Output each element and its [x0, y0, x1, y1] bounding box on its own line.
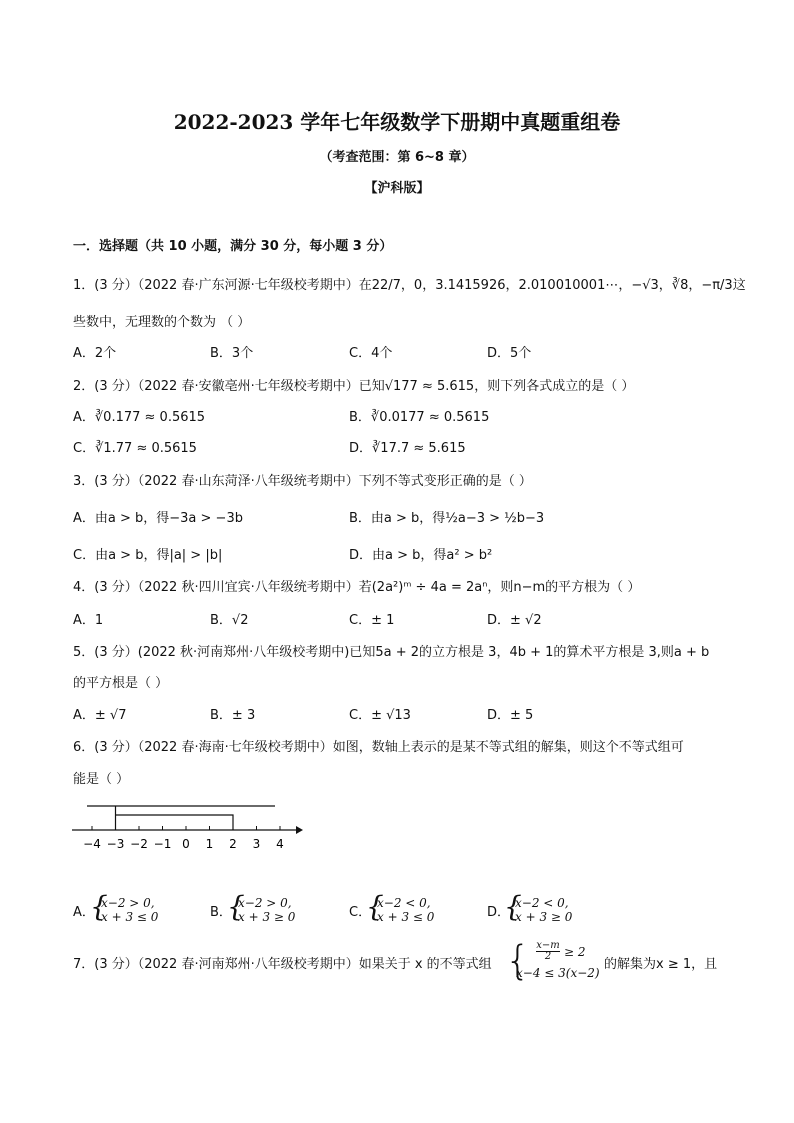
- q3-option-a: A．由a > b，得−3a > −3b: [73, 511, 243, 526]
- question-7-lead: 7．(3 分）（2022 春·河南郑州·八年级校考期中）如果关于 x 的不等式组: [73, 957, 492, 972]
- section-heading: 一．选择题（共 10 小题，满分 30 分，每小题 3 分）: [73, 239, 393, 254]
- question-6-line-2: 能是（ ）: [73, 772, 130, 787]
- question-6-line-1: 6．(3 分）（2022 春·海南·七年级校考期中）如图，数轴上表示的是某不等式组的解集，则这个不等式组可: [73, 740, 684, 755]
- q2-option-c: C．∛1.77 ≈ 0.5615: [73, 441, 197, 456]
- q4-option-b: B．√2: [210, 613, 249, 628]
- q6-option-a-brace: {: [90, 890, 108, 923]
- page-title: 2022-2023 学年七年级数学下册期中真题重组卷: [173, 110, 621, 134]
- question-1-line-2: 些数中，无理数的个数为 （ ）: [73, 315, 251, 330]
- q4-option-a: A．1: [73, 613, 104, 628]
- q6-option-a-label: A．: [73, 905, 95, 920]
- q2-option-b: B．∛0.0177 ≈ 0.5615: [349, 410, 490, 425]
- q4-option-d: D．± √2: [487, 613, 542, 628]
- q5-option-c: C．± √13: [349, 708, 411, 723]
- edition-label: 【沪科版】: [364, 181, 430, 196]
- q7-fraction: x−m 2: [536, 940, 560, 962]
- question-3-stem: 3．(3 分）（2022 春·山东菏泽·八年级统考期中）下列不等式变形正确的是（ ）: [73, 474, 532, 489]
- q7-top-relation: ≥ 2: [564, 945, 586, 959]
- question-2-stem: 2．(3 分）（2022 春·安徽亳州·七年级校考期中）已知√177 ≈ 5.615，则下列各式成立的是（ ）: [73, 379, 635, 394]
- q6-option-b-label: B．: [210, 905, 232, 920]
- q1-option-c: C．4个: [349, 346, 393, 361]
- q2-option-d: D．∛17.7 ≈ 5.615: [349, 441, 466, 456]
- q7-system-brace: {: [505, 938, 531, 984]
- q1-option-b: B．3个: [210, 346, 254, 361]
- axis-tick-label: 0: [182, 837, 190, 851]
- exam-scope: （考查范围：第 6~8 章）: [319, 150, 475, 165]
- question-4-stem: 4．(3 分）（2022 秋·四川宜宾·八年级统考期中）若(2a²)ᵐ ÷ 4a = 2aⁿ，则n−m的平方根为（ ）: [73, 580, 641, 595]
- axis-tick-label: −3: [106, 837, 125, 851]
- q6-option-c-system: x−2 < 0, x + 3 ≤ 0: [377, 896, 435, 924]
- axis-tick-label: 1: [205, 837, 214, 851]
- q6-option-b-brace: {: [227, 890, 245, 923]
- axis-tick-label: 2: [229, 837, 237, 851]
- question-7-tail: 的解集为x ≥ 1，且: [604, 957, 718, 972]
- q6-option-d-label: D．: [487, 905, 511, 920]
- q6-option-b-system: x−2 > 0, x + 3 ≥ 0: [238, 896, 296, 924]
- q6-option-c-brace: {: [366, 890, 384, 923]
- q6-option-a-system: x−2 > 0, x + 3 ≤ 0: [101, 896, 159, 924]
- q5-option-a: A．± √7: [73, 708, 127, 723]
- q3-option-d: D．由a > b，得a² > b²: [349, 548, 493, 563]
- q6-option-d-brace: {: [504, 890, 522, 923]
- q2-option-a: A．∛0.177 ≈ 0.5615: [73, 410, 206, 425]
- question-5-line-2: 的平方根是（ ）: [73, 676, 169, 691]
- q1-option-d: D．5个: [487, 346, 532, 361]
- axis-arrow-icon: [296, 826, 303, 834]
- question-5-line-1: 5．(3 分）(2022 秋·河南郑州·八年级校考期中)已知5a + 2的立方根是 3，4b + 1的算术平方根是 3,则a + b: [73, 645, 710, 660]
- axis-tick-label: −2: [130, 837, 148, 851]
- axis-tick-label: −1: [153, 837, 172, 851]
- q1-option-a: A．2个: [73, 346, 117, 361]
- solution-bracket-lower: [116, 815, 234, 830]
- q5-option-d: D．± 5: [487, 708, 534, 723]
- q4-option-c: C．± 1: [349, 613, 395, 628]
- q5-option-b: B．± 3: [210, 708, 256, 723]
- q6-option-c-label: C．: [349, 905, 372, 920]
- q7-bottom-inequality: x−4 ≤ 3(x−2): [516, 966, 600, 980]
- axis-tick-label: −4: [83, 837, 101, 851]
- axis-tick-label: 3: [252, 837, 261, 851]
- axis-tick-label: 4: [276, 837, 284, 851]
- q3-option-c: C．由a > b，得|a| > |b|: [73, 548, 223, 563]
- q3-option-b: B．由a > b，得½a−3 > ½b−3: [349, 511, 545, 526]
- q6-option-d-system: x−2 < 0, x + 3 ≥ 0: [515, 896, 573, 924]
- question-1-line-1: 1．(3 分）（2022 春·广东河源·七年级校考期中）在22/7，0，3.1415926，2.010010001⋯，−√3，∛8，−π/3这: [73, 278, 746, 293]
- number-line-figure: [70, 798, 305, 854]
